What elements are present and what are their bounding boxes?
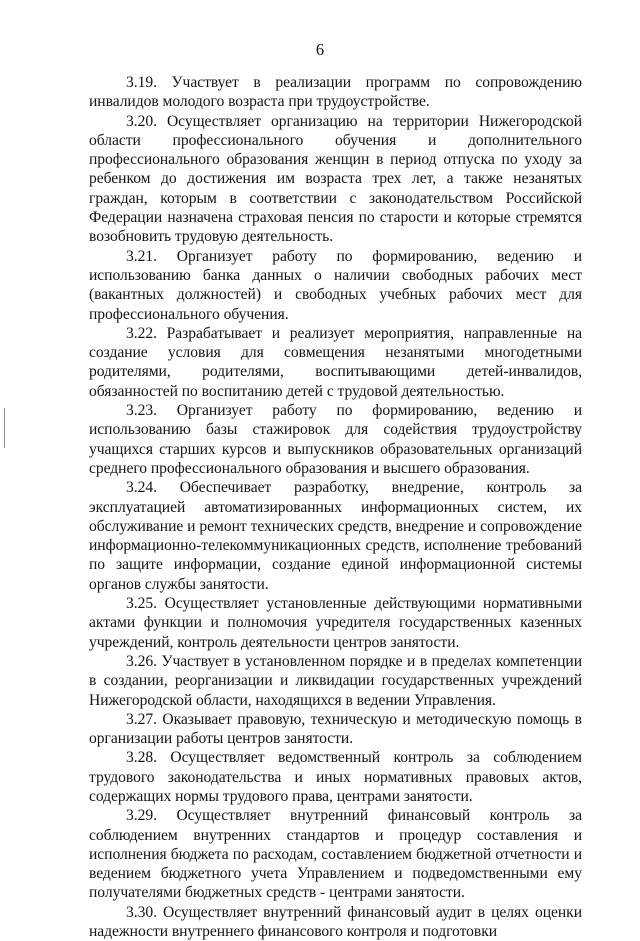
page-number: 6 bbox=[315, 40, 325, 59]
paragraph-3-26: 3.26. Участвует в установленном порядке и в пределах компетенции в создании, реорганизации и ликвидации государственных учреждений Нижегородской области, находящихся в ведении Управления. bbox=[89, 652, 582, 709]
paragraph-3-27: 3.27. Оказывает правовую, техническую и методическую помощь в организации работы центров занятости. bbox=[89, 710, 582, 748]
scan-edge-mark bbox=[4, 408, 5, 448]
paragraph-3-23: 3.23. Организует работу по формированию, ведению и использованию базы стажировок для содействия трудоустройству учащихся старших курсов и выпускников образовательных организаций среднего профессионального образования и высшего образования. bbox=[89, 402, 582, 477]
paragraph-3-29: 3.29. Осуществляет внутренний финансовый контроль за соблюдением внутренних стандартов и процедур составления и исполнения бюджета по расходам, составлением бюджетной отчетности и ведением бюджетного учета Управлением и подведомственными ему получателями бюджетных средств - центрами занятости. bbox=[89, 807, 582, 902]
paragraph-3-20: 3.20. Осуществляет организацию на территории Нижегородской области профессионального обучения и дополнительного профессионального образования женщин в период отпуска по уходу за ребенком до достижения им возраста трех лет, а также незанятых граждан, которым в соответствии с законодательством Российской Федерации назначена страховая пенсия по старости и которые стремятся возобновить трудовую деятельность. bbox=[89, 112, 582, 246]
paragraph-3-28: 3.28. Осуществляет ведомственный контроль за соблюдением трудового законодательства и иных нормативных правовых актов, содержащих нормы трудового права, центрами занятости. bbox=[89, 749, 582, 805]
paragraph-3-30: 3.30. Осуществляет внутренний финансовый аудит в целях оценки надежности внутреннего финансового контроля и подготовки bbox=[89, 903, 582, 941]
paragraph-3-24: 3.24. Обеспечивает разработку, внедрение, контроль за эксплуатацией автоматизированных информационных систем, их обслуживание и ремонт технических средств, внедрение и сопровождение информационно-телекоммуникационных средств, исполнение требований по защите информации, создание единой информационной системы органов службы занятости. bbox=[89, 479, 582, 593]
paragraph-3-22: 3.22. Разрабатывает и реализует мероприятия, направленные на создание условия для совмещения незанятыми многодетными родителями, родителями, воспитывающими детей-инвалидов, обязанностей по воспитанию детей с трудовой деятельностью. bbox=[89, 324, 582, 400]
paragraph-3-25: 3.25. Осуществляет установленные действующими нормативными актами функции и полномочия учредителя государственных казенных учреждений, контроль деятельности центров занятости. bbox=[89, 595, 582, 651]
paragraph-3-21: 3.21. Организует работу по формированию, ведению и использованию банка данных о наличии свободных рабочих мест (вакантных должностей) и свободных учебных рабочих мест для профессионального обучения. bbox=[89, 247, 582, 323]
document-body bbox=[89, 73, 582, 941]
paragraph-3-19: 3.19. Участвует в реализации программ по сопровождению инвалидов молодого возраста при трудоустройстве. bbox=[89, 74, 582, 111]
